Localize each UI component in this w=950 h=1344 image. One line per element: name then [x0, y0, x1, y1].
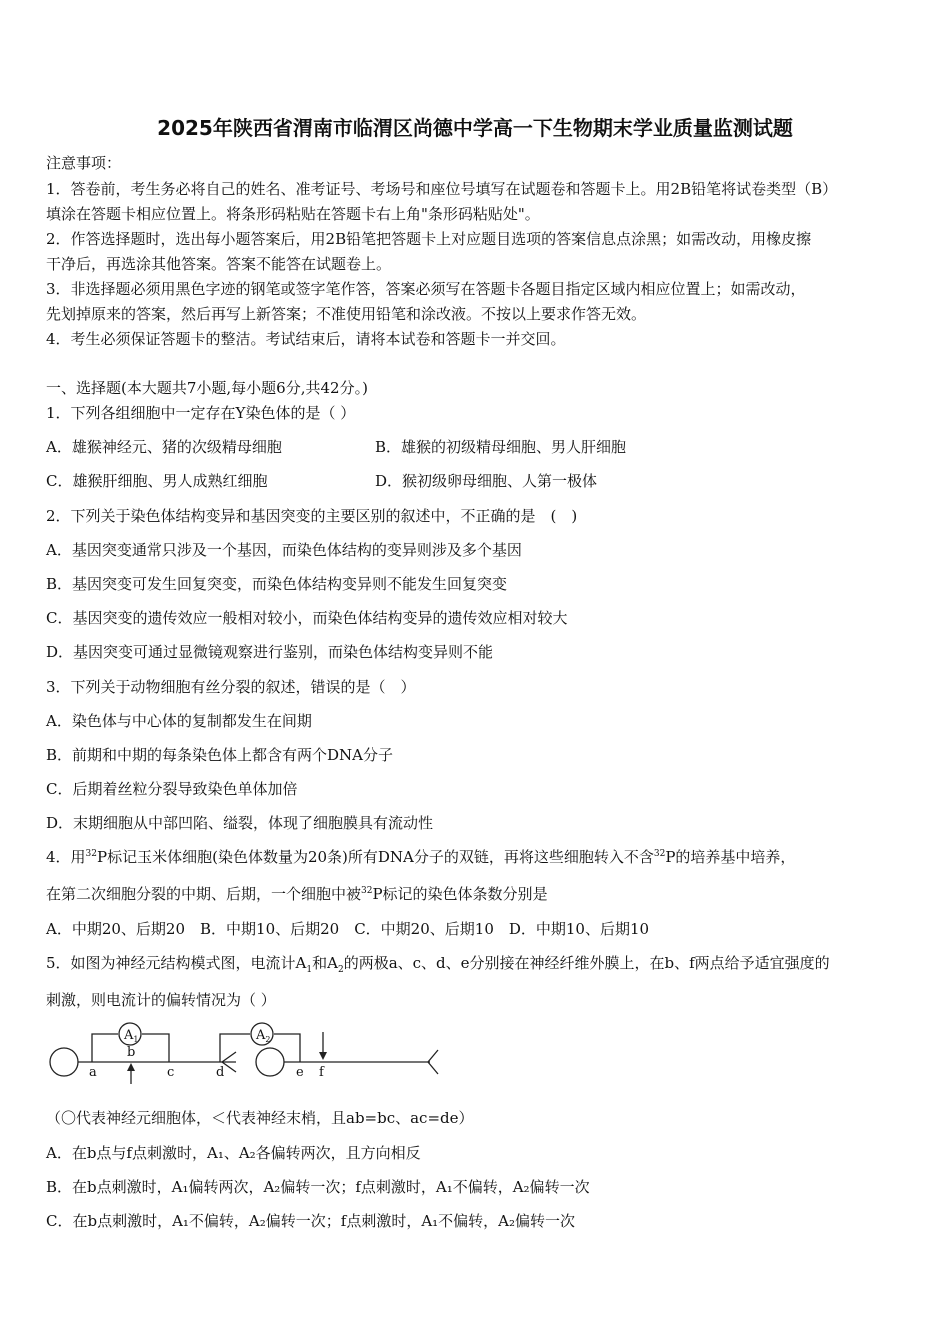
q5-option-b: B．在b点刺激时，A₁偏转两次，A₂偏转一次；f点刺激时，A₁不偏转，A₂偏转一次 [46, 1178, 590, 1196]
point-c-label: c [167, 1065, 175, 1080]
section-heading: 一、选择题(本大题共7小题,每小题6分,共42分。) [46, 379, 368, 397]
q3-stem: 3．下列关于动物细胞有丝分裂的叙述，错误的是（ ） [46, 678, 416, 696]
neuron-diagram [44, 1018, 444, 1084]
q5-stem-line-2: 刺激，则电流计的偏转情况为（ ） [46, 991, 276, 1009]
notice-heading: 注意事项： [46, 154, 122, 172]
notice-line-1: 1．答卷前，考生务必将自己的姓名、准考证号、考场号和座位号填写在试题卷和答题卡上。用2B铅笔将试卷类型（B） [46, 180, 838, 198]
point-b-label: b [127, 1045, 136, 1060]
q3-option-d: D．末期细胞从中部凹陷、缢裂，体现了细胞膜具有流动性 [46, 814, 434, 832]
q3-option-b: B．前期和中期的每条染色体上都含有两个DNA分子 [46, 746, 394, 764]
notice-line-7: 4．考生必须保证答题卡的整洁。考试结束后，请将本试卷和答题卡一并交回。 [46, 330, 566, 348]
q4-sup-1: 32 [85, 849, 97, 859]
q1-option-c: C．雄猴肝细胞、男人成熟红细胞 [46, 472, 268, 490]
q4-stem-line-2 [46, 883, 548, 904]
notice-line-5: 3．非选择题必须用黑色字迹的钢笔或签字笔作答，答案必须写在答题卡各题目指定区域内相应位置上；如需改动， [46, 280, 806, 298]
ammeter-a1-label: $A_1$ [124, 1028, 139, 1044]
page-title: 2025年陕西省渭南市临渭区尚德中学高一下生物期末学业质量监测试题 [157, 116, 793, 140]
notice-line-6: 先划掉原来的答案，然后再写上新答案；不准使用铅笔和涂改液。不按以上要求作答无效。 [46, 305, 647, 323]
q4-part-1: P标记玉米体细胞(染色体数量为20条)所有DNA分子的双链，再将这些细胞转入不含 [97, 848, 654, 866]
q5-sub-1: 1 [306, 965, 313, 975]
q4-options: A．中期20、后期20 B．中期10、后期20 C．中期20、后期10 D．中期10、后期10 [46, 920, 650, 938]
q5-option-a: A．在b点与f点刺激时，A₁、A₂各偏转两次，且方向相反 [46, 1144, 421, 1162]
q5-stem-c: 的两极a、c、d、e分别接在神经纤维外膜上，在b、f两点给予适宜强度的 [343, 954, 830, 972]
q5-option-c: C．在b点刺激时，A₁不偏转，A₂偏转一次；f点刺激时，A₁不偏转，A₂偏转一次 [46, 1212, 576, 1230]
q3-option-a: A．染色体与中心体的复制都发生在间期 [46, 712, 312, 730]
q2-option-b: B．基因突变可发生回复突变，而染色体结构变异则不能发生回复突变 [46, 575, 508, 593]
q5-note: （〇代表神经元细胞体，＜代表神经末梢，且ab=bc、ac=de） [46, 1109, 474, 1127]
q4-part-3: 在第二次细胞分裂的中期、后期，一个细胞中被 [46, 885, 362, 903]
q2-option-d: D．基因突变可通过显微镜观察进行鉴别，而染色体结构变异则不能 [46, 643, 494, 661]
q2-option-c: C．基因突变的遗传效应一般相对较小，而染色体结构变异的遗传效应相对较大 [46, 609, 568, 627]
notice-line-3: 2．作答选择题时，选出每小题答案后，用2B铅笔把答题卡上对应题目选项的答案信息点涂黑；如需改动，用橡皮擦 [46, 230, 812, 248]
point-f-label: f [319, 1065, 324, 1080]
notice-line-4: 干净后，再选涂其他答案。答案不能答在试题卷上。 [46, 255, 392, 273]
q2-option-a: A．基因突变通常只涉及一个基因，而染色体结构的变异则涉及多个基因 [46, 541, 522, 559]
neuron-cell-body-2 [256, 1048, 284, 1076]
q4-stem-line-1 [46, 846, 795, 867]
point-d-label: d [216, 1065, 225, 1080]
q5-stem-line-1 [46, 952, 830, 975]
ammeter-a2-label: $A_2$ [256, 1028, 271, 1044]
point-a-label: a [89, 1065, 97, 1080]
q1-option-b: B．雄猴的初级精母细胞、男人肝细胞 [375, 438, 627, 456]
point-e-label: e [296, 1065, 304, 1080]
arrow-head-b [127, 1063, 135, 1071]
q2-stem: 2．下列关于染色体结构变异和基因突变的主要区别的叙述中，不正确的是 ( ) [46, 507, 578, 525]
q1-stem: 1．下列各组细胞中一定存在Y染色体的是（ ） [46, 404, 356, 422]
q1-option-d: D．猴初级卵母细胞、人第一极体 [375, 472, 598, 490]
q4-part-2: P的培养基中培养， [665, 848, 796, 866]
notice-line-2: 填涂在答题卡相应位置上。将条形码粘贴在答题卡右上角"条形码粘贴处"。 [46, 205, 540, 223]
q5-stem-b: 和A [312, 954, 338, 972]
q1-option-a: A．雄猴神经元、猪的次级精母细胞 [46, 438, 282, 456]
q4-sup-2: 32 [653, 849, 666, 859]
q5-sub-2: 2 [337, 965, 344, 975]
neuron-cell-body-1 [50, 1048, 78, 1076]
q4-sup-3: 32 [361, 886, 373, 896]
q4-num: 4．用 [46, 848, 86, 866]
q3-option-c: C．后期着丝粒分裂导致染色单体加倍 [46, 780, 298, 798]
q5-stem-a: 5．如图为神经元结构模式图，电流计A [46, 954, 307, 972]
arrow-head-f [319, 1052, 327, 1060]
q4-part-4: P标记的染色体条数分别是 [372, 885, 548, 903]
